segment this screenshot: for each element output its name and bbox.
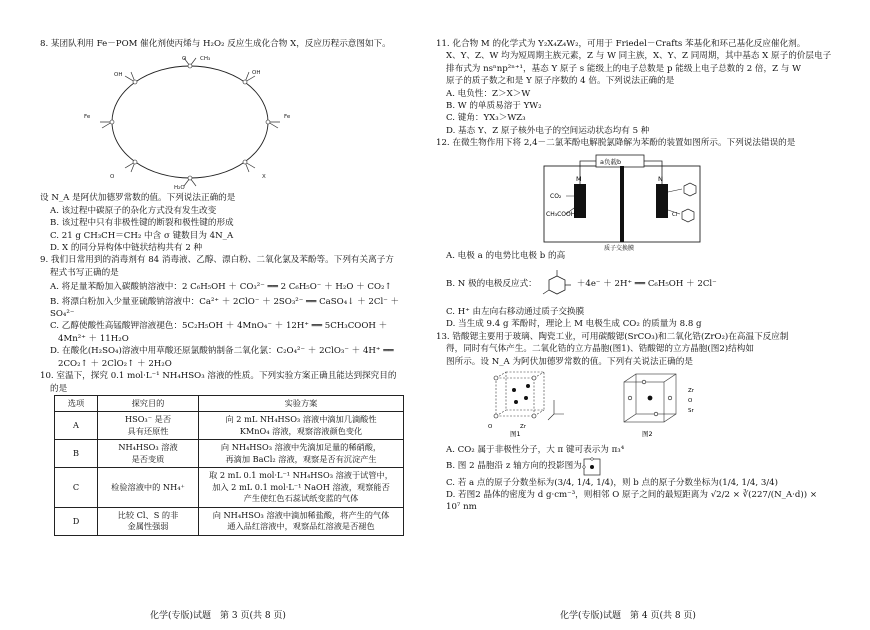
table-row [55,440,404,468]
q10-stem-cont: 的是 [50,383,68,394]
q12-option-b: B. N 极的电极反应式： [446,278,537,289]
membrane-label: 质子交换膜 [604,244,635,252]
legend-o-2: O [688,398,693,405]
header-plan: 实验方案 [199,395,404,412]
q13-line: 得，同时有气体产生。二氧化锆的立方晶胞(图1)、锆酸锶的立方晶胞(图2)结构如 [446,344,754,355]
q9-option-c: C. 乙醇使酸性高锰酸钾溶液褪色：5C₂H₅OH ＋ 4MnO₄⁻ ＋ 12H⁺ ══ 5CH₃COOH ＋ [50,321,388,332]
q9-option-d: D. 在酸化(H₂SO₄)溶液中用草酸还原氯酸钠制备二氧化氯：C₂O₄²⁻ ＋ 2ClO₃⁻ ＋ 4H⁺ ══ [50,346,394,357]
plan-line: 向 NH₄HSO₃ 溶液中滴加稀盐酸，将产生的气体 [212,509,390,520]
row-option: B [55,440,98,468]
q9-stem-cont: 程式书写正确的是 [50,267,119,278]
plan-line: 通入品红溶液中，观察品红溶液是否褪色 [227,521,375,532]
plan-line: 加入 2 mL 0.1 mol·L⁻¹ NaOH 溶液，观察能否 [212,481,390,492]
q11-option-b: B. W 的单质易溶于 YW₂ [446,101,542,112]
q12-stem: 12. 在微生物作用下将 2,4－二氯苯酚电解脱氯降解为苯酚的装置如图所示。下列说法错误的是 [436,138,796,149]
q9-option-b: B. 将漂白粉加入少量亚硫酸钠溶液中：Ca²⁺ ＋ 2ClO⁻ ＋ 2SO₃²⁻ ══ CaSO₄↓ ＋ 2Cl⁻ ＋ SO₄²⁻ [50,296,400,320]
svg-text:OH: OH [114,72,123,79]
aim-line: 比较 Cl、S 的非 [117,509,179,520]
q8-option-b: B. 该过程中只有非极性键的断裂和极性键的形成 [50,218,234,229]
q8-after: 设 N_A 是阿伏加德罗常数的值。下列说法正确的是 [40,193,236,204]
legend-o: O [488,424,493,431]
legend-sr: Sr [688,408,694,415]
aim-line: 具有还原性 [127,425,169,436]
q11-line: 排布式为 nsⁿnp²ⁿ⁺¹，基态 Y 原子 s 能级上的电子总数是 p 能级上电子总数的 2 倍，Z 与 W [446,63,801,74]
plan-line: 再滴加 BaCl₂ 溶液，观察是否有沉淀产生 [225,453,377,464]
svg-text:CH₃: CH₃ [200,56,211,63]
q8-option-c: C. 21 g CH₃CH＝CH₂ 中含 σ 键数目为 4N_A [50,230,234,241]
q10-table [54,395,404,536]
row-plan [199,412,404,440]
right-page-footer: 化学(专版)试题 第 4 页(共 8 页) [560,611,696,621]
q9-stem: 9. 我们日常用到的消毒剂有 84 消毒液、乙醇、漂白粉、二氧化氯及苯酚等。下列有关离子方 [40,255,394,266]
plan-line: 向 NH₄HSO₃ 溶液中先滴加足量的稀硝酸， [220,442,382,453]
q11-line: X、Y、Z、W 均为短周期主族元素，Z 与 W 同主族，X、Y、Z 同周期，其中基态 X 原子的价层电子 [446,51,832,62]
q8-option-a: A. 该过程中碳原子的杂化方式没有发生改变 [50,205,217,216]
left-page-footer: 化学(专版)试题 第 3 页(共 8 页) [150,611,286,621]
q9-option-a: A. 将足量苯酚加入碳酸钠溶液中：2 C₆H₅OH ＋ CO₃²⁻ ══ 2 C₆H₅O⁻ ＋ H₂O ＋ CO₂↑ [50,282,392,293]
row-aim [98,412,199,440]
q12-option-b-row [446,262,832,306]
projection-figure [582,458,606,476]
aim-line: 检验溶液中的 NH₄⁺ [111,481,185,492]
figure-2-label: 图2 [642,430,653,439]
q11-option-d: D. 基态 Y、Z 原子核外电子的空间运动状态均有 5 种 [446,125,650,136]
electrode-n-label: N [658,174,663,183]
q13-line: 图所示。设 N_A 为阿伏加德罗常数的值。下列有关说法正确的是 [446,356,693,367]
row-option: C [55,468,98,508]
q13-crystal-figures [436,370,832,442]
q13-option-b-row [446,457,832,477]
svg-text:O: O [110,174,115,181]
svg-text:OH: OH [252,70,261,77]
aim-line: NH₄HSO₃ 溶液 [118,442,178,453]
figure-1-label: 图1 [510,430,521,439]
q11-option-c: C. 键角：YX₃＞WZ₃ [446,113,526,124]
electrode-m-label: M [576,174,582,183]
row-option: D [55,507,98,535]
legend-zr-2: Zr [688,388,695,395]
table-header-row [55,395,404,412]
q11-line: 11. 化合物 M 的化学式为 Y₂X₄Z₄W₂，可用于 Friedel－Crafts 苯基化和环己基化反应催化剂。 [436,39,806,49]
ch3cooh-label: CH₃COOH [546,210,576,218]
q13-option-b: B. 图 2 晶胞沿 z 轴方向的投影图为 [446,461,582,472]
chlorine-label: Cl [672,211,678,218]
row-aim [98,440,199,468]
row-aim [98,507,199,535]
q9-option-d-cont: 2CO₂↑ ＋ 2ClO₂↑ ＋ 2H₂O [58,358,172,369]
q13-option-d: D. 若图2 晶体的密度为 d g·cm⁻³，则相邻 O 原子之间的最短距离为 √2/2 × ∛(227/(N_A·d)) × 10⁷ nm [446,489,818,513]
svg-text:X: X [262,174,266,181]
svg-text:O: O [182,56,187,63]
svg-text:H₂O: H₂O [174,185,185,192]
q11-option-a: A. 电负性：Z＞X＞W [446,88,531,99]
header-option: 选项 [55,395,98,412]
q10-stem: 10. 室温下，探究 0.1 mol·L⁻¹ NH₄HSO₃ 溶液的性质。下列实验方案正确且能达到探究目的 [40,371,397,382]
plan-line: 产生使红色石蕊试纸变蓝的气体 [243,493,359,504]
table-row [55,412,404,440]
q13-option-c: C. 若 a 点的原子分数坐标为(3/4, 1/4, 1/4)，则 b 点的原子分数坐标为(1/4, 1/4, 3/4) [446,477,779,488]
dichlorophenol-structure [537,264,577,304]
q12-option-d: D. 当生成 9.4 g 苯酚时，理论上 M 电极生成 CO₂ 的质量为 8.8 g [446,319,702,330]
plan-line: 取 2 mL 0.1 mol·L⁻¹ NH₄HSO₃ 溶液于试管中， [209,470,393,481]
q12-option-c: C. H⁺ 由左向右移动通过质子交换膜 [446,307,585,318]
plan-line: KMnO₄ 溶液，观察溶液颜色变化 [239,425,363,436]
row-option: A [55,412,98,440]
q8-mechanism-diagram [40,52,340,190]
q8-stem: 8. 某团队利用 Fe－POM 催化剂使丙烯与 H₂O₂ 反应生成化合物 X，反应历程示意图如下。 [40,39,391,49]
row-aim [98,468,199,508]
q12-option-a: A. 电极 a 的电势比电极 b 的高 [446,250,566,261]
legend-zr: Zr [520,424,527,431]
header-aim: 探究目的 [98,395,199,412]
q12-equation: ＋4e⁻ ＋ 2H⁺ ══ C₆H₅OH ＋ 2Cl⁻ [576,278,717,289]
aim-line: 金属性强弱 [127,521,169,532]
plan-line: 向 2 mL NH₄HSO₃ 溶液中滴加几滴酸性 [225,414,377,425]
row-plan [199,507,404,535]
row-plan [199,440,404,468]
svg-text:Fe: Fe [284,114,291,121]
svg-text:Fe: Fe [84,114,91,121]
q12-electrolysis-diagram [436,152,832,252]
aim-line: HSO₃⁻ 是否 [124,414,172,425]
table-row [55,507,404,535]
q11-line: 原子的质子数之和是 Y 原子序数的 4 倍。下列说法正确的是 [446,76,675,87]
row-plan [199,468,404,508]
q8-option-d: D. X 的同分异构体中链状结构共有 2 种 [50,243,203,254]
aim-line: 是否变质 [131,453,165,464]
co2-label: CO₂ [550,192,562,200]
right-column [436,38,832,514]
q13-option-a: A. CO₂ 属于非极性分子，大 π 键可表示为 π₃⁴ [446,445,625,456]
q13-line: 13. 锆酸锶主要用于玻璃、陶瓷工业，可用碳酸锶(SrCO₃)和二氧化锆(ZrO₂)在高温下反应制 [436,331,789,342]
table-row [55,468,404,508]
load-label: a负载b [600,157,622,166]
left-column [40,38,406,536]
q9-option-c-cont: 4Mn²⁺ ＋ 11H₂O [58,333,129,344]
